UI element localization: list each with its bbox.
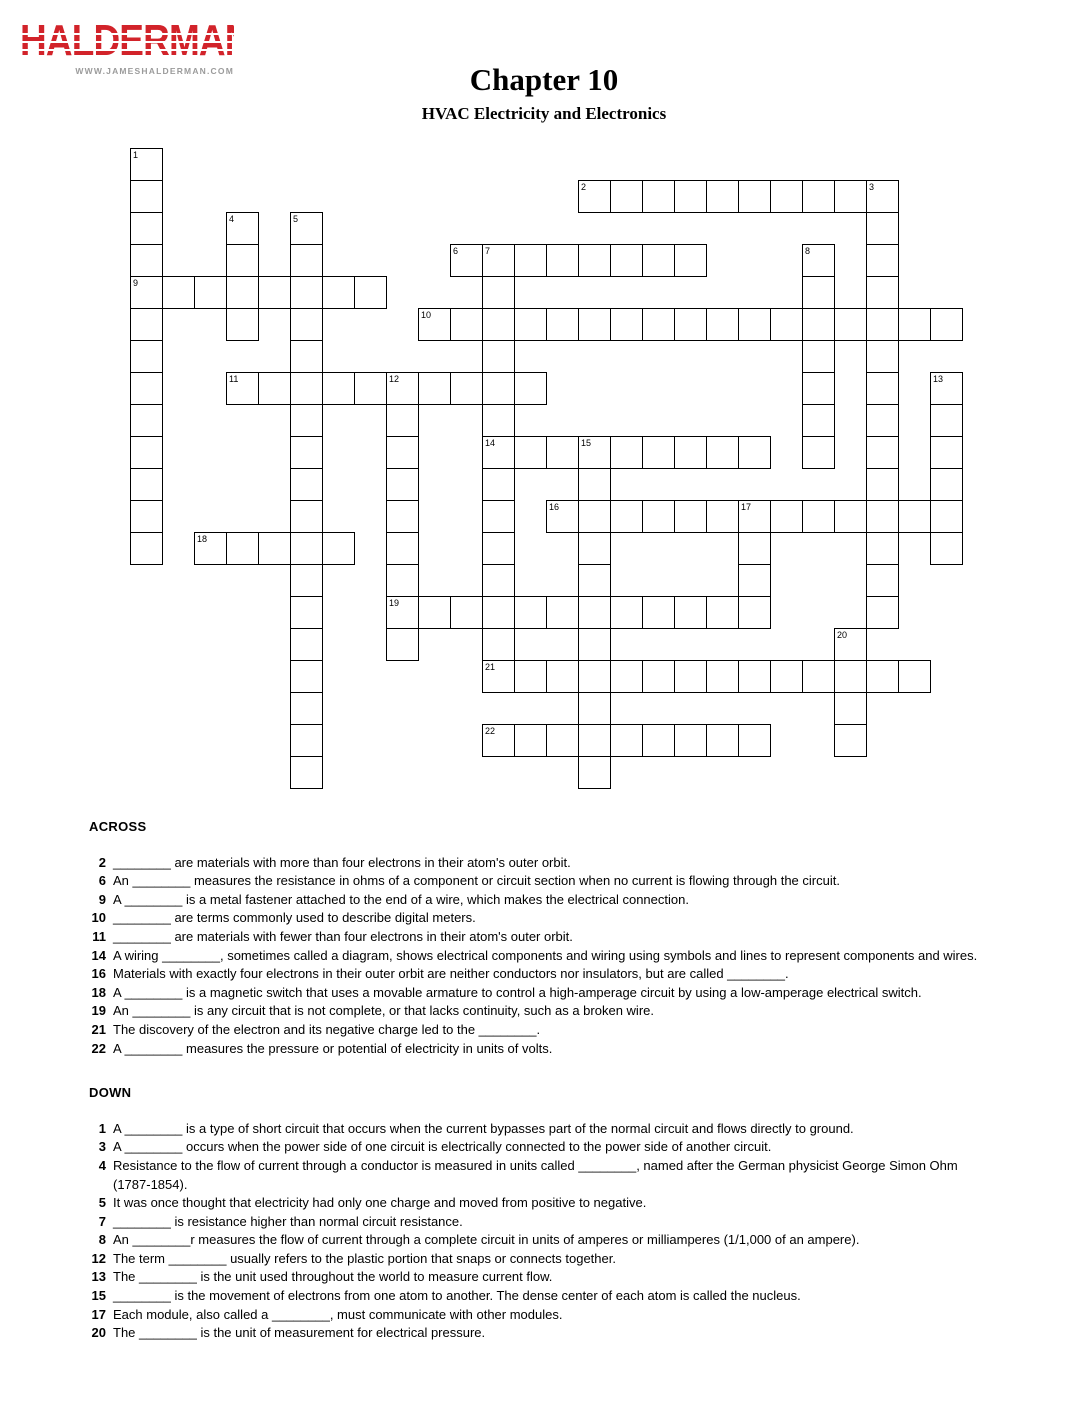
clue-text: The ________ is the unit used throughout the world to measure current flow. — [113, 1269, 553, 1285]
cell-number: 15 — [581, 438, 592, 448]
clue-number: 8 — [98, 1232, 106, 1248]
grid-cell — [674, 724, 707, 757]
grid-cell — [514, 436, 547, 469]
grid-cell — [578, 724, 611, 757]
grid-cell — [866, 308, 899, 341]
grid-cell — [514, 596, 547, 629]
grid-cell — [866, 244, 899, 277]
grid-cell — [578, 468, 611, 501]
clue-down-4 — [89, 1157, 987, 1194]
clue-text: ________ is resistance higher than normal circuit resistance. — [113, 1213, 463, 1229]
grid-cell — [450, 596, 483, 629]
clue-text: ________ are materials with fewer than four electrons in their atom's outer orbit. — [113, 928, 573, 944]
grid-cell — [610, 500, 643, 533]
clues-area — [89, 818, 987, 1343]
clue-across-19 — [89, 1002, 987, 1021]
clue-number: 1 — [98, 1120, 106, 1136]
grid-cell — [770, 308, 803, 341]
clue-number: 13 — [91, 1269, 106, 1285]
grid-cell — [130, 148, 163, 181]
grid-cell — [738, 564, 771, 597]
clue-text: ________ is the movement of electrons from one atom to another. The dense center of each atom is called the nucleus. — [113, 1288, 801, 1304]
grid-cell — [706, 596, 739, 629]
clue-number: 20 — [91, 1325, 106, 1341]
grid-cell — [482, 500, 515, 533]
grid-cell — [578, 596, 611, 629]
clue-number: 5 — [98, 1195, 106, 1211]
grid-cell — [130, 500, 163, 533]
grid-cell — [642, 436, 675, 469]
grid-cell — [930, 404, 963, 437]
grid-cell — [610, 660, 643, 693]
grid-cell — [482, 596, 515, 629]
clue-text: The term ________ usually refers to the plastic portion that snaps or connects together. — [113, 1250, 616, 1266]
cell-number: 17 — [741, 502, 752, 512]
across-clue-list — [89, 854, 987, 1059]
grid-cell — [578, 660, 611, 693]
grid-cell — [706, 724, 739, 757]
grid-cell — [610, 244, 643, 277]
grid-cell — [642, 500, 675, 533]
logo-stripe — [20, 41, 234, 43]
grid-cell — [514, 308, 547, 341]
grid-cell — [322, 276, 355, 309]
clue-text: Materials with exactly four electrons in their outer orbit are neither conductors nor insulators, but are called ________. — [113, 966, 789, 982]
grid-cell — [386, 532, 419, 565]
grid-cell — [290, 244, 323, 277]
grid-cell — [578, 180, 611, 213]
cell-number: 2 — [581, 182, 587, 192]
grid-cell — [578, 692, 611, 725]
grid-cell — [226, 276, 259, 309]
cell-number: 14 — [485, 438, 496, 448]
grid-cell — [386, 404, 419, 437]
grid-cell — [642, 180, 675, 213]
clue-number: 12 — [91, 1250, 106, 1266]
grid-cell — [578, 532, 611, 565]
grid-cell — [610, 180, 643, 213]
grid-cell — [802, 436, 835, 469]
grid-cell — [802, 372, 835, 405]
clue-text: Each module, also called a ________, must communicate with other modules. — [113, 1306, 563, 1322]
grid-cell — [290, 468, 323, 501]
grid-cell — [290, 404, 323, 437]
grid-cell — [674, 244, 707, 277]
cell-number: 21 — [485, 662, 496, 672]
cell-number: 19 — [389, 598, 400, 608]
logo-wordmark — [20, 20, 234, 64]
grid-cell — [226, 308, 259, 341]
grid-cell — [514, 372, 547, 405]
grid-cell — [930, 308, 963, 341]
grid-cell — [546, 500, 579, 533]
grid-cell — [514, 660, 547, 693]
grid-cell — [290, 628, 323, 661]
cell-number: 8 — [805, 246, 811, 256]
grid-cell — [802, 404, 835, 437]
cell-number: 18 — [197, 534, 208, 544]
grid-cell — [802, 244, 835, 277]
grid-cell — [482, 244, 515, 277]
grid-cell — [802, 276, 835, 309]
clue-number: 9 — [98, 891, 106, 907]
grid-cell — [194, 532, 227, 565]
clue-text: A ________ is a metal fastener attached to the end of a wire, which makes the electrical connection. — [113, 891, 689, 907]
down-clue-list — [89, 1120, 987, 1343]
grid-cell — [386, 628, 419, 661]
grid-cell — [130, 532, 163, 565]
clue-text: Resistance to the flow of current through a conductor is measured in units called ________, named after the German physicist George Simon Ohm (1787-1854). — [113, 1157, 958, 1192]
grid-cell — [802, 660, 835, 693]
cell-number: 4 — [229, 214, 235, 224]
cell-number: 16 — [549, 502, 560, 512]
grid-cell — [130, 404, 163, 437]
grid-cell — [802, 180, 835, 213]
grid-cell — [578, 244, 611, 277]
grid-cell — [290, 692, 323, 725]
cell-number: 9 — [133, 278, 139, 288]
grid-cell — [290, 532, 323, 565]
grid-cell — [162, 276, 195, 309]
grid-cell — [706, 436, 739, 469]
down-section — [89, 1084, 987, 1343]
cell-number: 1 — [133, 150, 139, 160]
grid-cell — [834, 628, 867, 661]
grid-cell — [290, 212, 323, 245]
grid-cell — [866, 500, 899, 533]
clue-text: A ________ measures the pressure or potential of electricity in units of volts. — [113, 1040, 553, 1056]
grid-cell — [482, 724, 515, 757]
grid-cell — [866, 564, 899, 597]
grid-cell — [290, 756, 323, 789]
cell-number: 6 — [453, 246, 459, 256]
grid-cell — [226, 212, 259, 245]
grid-cell — [642, 660, 675, 693]
grid-cell — [866, 340, 899, 373]
grid-cell — [834, 180, 867, 213]
grid-cell — [130, 468, 163, 501]
clue-number: 15 — [91, 1288, 106, 1304]
grid-cell — [258, 276, 291, 309]
cell-number: 7 — [485, 246, 491, 256]
grid-cell — [482, 660, 515, 693]
grid-cell — [130, 212, 163, 245]
grid-cell — [482, 436, 515, 469]
logo-website-url: WWW.JAMESHALDERMAN.COM — [75, 66, 234, 76]
clue-across-16 — [89, 965, 987, 984]
grid-cell — [866, 468, 899, 501]
clue-down-5 — [89, 1194, 987, 1213]
grid-cell — [194, 276, 227, 309]
grid-cell — [706, 308, 739, 341]
grid-cell — [130, 180, 163, 213]
cell-number: 13 — [933, 374, 944, 384]
grid-cell — [866, 404, 899, 437]
clue-number: 7 — [98, 1213, 106, 1229]
grid-cell — [674, 500, 707, 533]
grid-cell — [578, 756, 611, 789]
clue-number: 16 — [91, 966, 106, 982]
grid-cell — [290, 436, 323, 469]
grid-cell — [290, 308, 323, 341]
clue-down-17 — [89, 1306, 987, 1325]
grid-cell — [866, 372, 899, 405]
grid-cell — [610, 308, 643, 341]
grid-cell — [738, 660, 771, 693]
grid-cell — [354, 372, 387, 405]
grid-cell — [290, 660, 323, 693]
grid-cell — [674, 180, 707, 213]
grid-cell — [130, 340, 163, 373]
grid-cell — [642, 244, 675, 277]
clue-down-13 — [89, 1268, 987, 1287]
clue-across-11 — [89, 928, 987, 947]
grid-cell — [514, 244, 547, 277]
grid-cell — [130, 276, 163, 309]
clue-number: 11 — [92, 928, 106, 944]
grid-cell — [642, 308, 675, 341]
grid-cell — [386, 436, 419, 469]
grid-cell — [290, 500, 323, 533]
grid-cell — [514, 724, 547, 757]
grid-cell — [546, 244, 579, 277]
grid-cell — [322, 372, 355, 405]
grid-cell — [482, 564, 515, 597]
grid-cell — [290, 596, 323, 629]
clue-across-2 — [89, 854, 987, 873]
grid-cell — [546, 308, 579, 341]
grid-cell — [482, 308, 515, 341]
grid-cell — [482, 532, 515, 565]
grid-cell — [258, 372, 291, 405]
grid-cell — [546, 724, 579, 757]
clue-text: ________ are materials with more than four electrons in their atom's outer orbit. — [113, 854, 571, 870]
grid-cell — [322, 532, 355, 565]
grid-cell — [482, 468, 515, 501]
grid-cell — [866, 180, 899, 213]
grid-cell — [674, 660, 707, 693]
clue-down-20 — [89, 1324, 987, 1343]
grid-cell — [802, 500, 835, 533]
grid-cell — [674, 436, 707, 469]
grid-cell — [226, 372, 259, 405]
grid-cell — [386, 596, 419, 629]
clue-number: 18 — [91, 984, 106, 1000]
page-subtitle: HVAC Electricity and Electronics — [421, 104, 667, 123]
cell-number: 20 — [837, 630, 848, 640]
grid-cell — [610, 724, 643, 757]
clue-down-15 — [89, 1287, 987, 1306]
clue-text: The discovery of the electron and its negative charge led to the ________. — [113, 1021, 541, 1037]
grid-cell — [738, 532, 771, 565]
grid-cell — [866, 596, 899, 629]
grid-cell — [578, 628, 611, 661]
down-heading: DOWN — [89, 1085, 132, 1101]
grid-cell — [546, 596, 579, 629]
clue-number: 3 — [98, 1139, 106, 1155]
grid-cell — [290, 276, 323, 309]
grid-cell — [450, 244, 483, 277]
grid-cell — [482, 404, 515, 437]
grid-cell — [290, 564, 323, 597]
grid-cell — [706, 660, 739, 693]
clue-across-21 — [89, 1021, 987, 1040]
clue-across-6 — [89, 872, 987, 891]
grid-cell — [290, 724, 323, 757]
grid-cell — [482, 340, 515, 373]
grid-cell — [770, 500, 803, 533]
grid-cell — [290, 372, 323, 405]
clue-across-10 — [89, 909, 987, 928]
logo-stripe — [20, 33, 234, 35]
clue-across-14 — [89, 947, 987, 966]
grid-cell — [802, 308, 835, 341]
grid-cell — [258, 532, 291, 565]
grid-cell — [866, 276, 899, 309]
grid-cell — [610, 436, 643, 469]
grid-cell — [834, 308, 867, 341]
cell-number: 22 — [485, 726, 496, 736]
clue-down-1 — [89, 1120, 987, 1139]
grid-cell — [866, 436, 899, 469]
grid-cell — [482, 628, 515, 661]
cell-number: 10 — [421, 310, 432, 320]
cell-number: 12 — [389, 374, 400, 384]
cell-number: 11 — [229, 374, 239, 384]
grid-cell — [578, 500, 611, 533]
grid-cell — [642, 724, 675, 757]
clue-down-12 — [89, 1250, 987, 1269]
grid-cell — [738, 500, 771, 533]
clue-number: 4 — [98, 1157, 106, 1173]
clue-down-3 — [89, 1138, 987, 1157]
grid-cell — [802, 340, 835, 373]
grid-cell — [354, 276, 387, 309]
page-title: Chapter 10 — [469, 62, 619, 97]
grid-cell — [706, 500, 739, 533]
grid-cell — [930, 372, 963, 405]
grid-cell — [482, 276, 515, 309]
clue-text: A ________ occurs when the power side of one circuit is electrically connected to the power side of another circuit. — [113, 1139, 772, 1155]
across-section — [89, 818, 987, 1058]
grid-cell — [898, 500, 931, 533]
grid-cell — [450, 372, 483, 405]
grid-cell — [738, 724, 771, 757]
clue-text: An ________ is any circuit that is not complete, or that lacks continuity, such as a broken wire. — [113, 1003, 654, 1019]
grid-cell — [770, 180, 803, 213]
grid-cell — [866, 212, 899, 245]
grid-cell — [226, 532, 259, 565]
clue-text: An ________ measures the resistance in ohms of a component or circuit section when no current is flowing through the circuit. — [113, 873, 840, 889]
grid-cell — [834, 724, 867, 757]
clue-text: ________ are terms commonly used to describe digital meters. — [113, 910, 476, 926]
clue-number: 22 — [91, 1040, 106, 1056]
grid-cell — [130, 372, 163, 405]
grid-cell — [834, 500, 867, 533]
clue-text: A wiring ________, sometimes called a diagram, shows electrical components and wiring using symbols and lines to represent components and wires. — [113, 947, 978, 963]
grid-cell — [770, 660, 803, 693]
grid-cell — [130, 244, 163, 277]
logo-stripe — [20, 49, 234, 51]
crossword-grid — [130, 148, 963, 789]
grid-cell — [866, 660, 899, 693]
grid-cell — [578, 436, 611, 469]
grid-cell — [418, 308, 451, 341]
grid-cell — [930, 532, 963, 565]
grid-cell — [930, 436, 963, 469]
clue-number: 17 — [91, 1306, 106, 1322]
grid-cell — [130, 308, 163, 341]
clue-across-9 — [89, 891, 987, 910]
grid-cell — [674, 596, 707, 629]
clue-across-18 — [89, 984, 987, 1003]
grid-cell — [130, 436, 163, 469]
grid-cell — [866, 532, 899, 565]
grid-cell — [386, 372, 419, 405]
grid-cell — [546, 436, 579, 469]
cell-number: 3 — [869, 182, 875, 192]
grid-cell — [930, 468, 963, 501]
cell-number: 5 — [293, 214, 299, 224]
grid-cell — [738, 596, 771, 629]
clue-text: It was once thought that electricity had only one charge and moved from positive to negative. — [113, 1195, 647, 1211]
grid-cell — [898, 660, 931, 693]
across-heading: ACROSS — [89, 819, 147, 834]
clue-down-7 — [89, 1213, 987, 1232]
grid-cell — [546, 660, 579, 693]
grid-cell — [450, 308, 483, 341]
clue-number: 14 — [91, 947, 106, 963]
clue-text: A ________ is a type of short circuit that occurs when the current bypasses part of the normal circuit and flows directly to ground. — [113, 1120, 854, 1136]
grid-cell — [738, 436, 771, 469]
grid-cell — [930, 500, 963, 533]
grid-cell — [226, 244, 259, 277]
grid-cell — [834, 692, 867, 725]
grid-cell — [290, 340, 323, 373]
clue-across-22 — [89, 1040, 987, 1059]
grid-cell — [642, 596, 675, 629]
clue-text: The ________ is the unit of measurement for electrical pressure. — [113, 1325, 486, 1341]
grid-cell — [738, 180, 771, 213]
grid-cell — [610, 596, 643, 629]
grid-cell — [418, 372, 451, 405]
grid-cell — [386, 500, 419, 533]
grid-cell — [578, 308, 611, 341]
clue-text: An ________r measures the flow of current through a complete circuit in units of amperes or milliamperes (1/1,000 of an ampere). — [113, 1232, 860, 1248]
grid-cell — [418, 596, 451, 629]
clue-number: 21 — [91, 1021, 106, 1037]
grid-cell — [674, 308, 707, 341]
grid-cell — [706, 180, 739, 213]
clue-number: 6 — [98, 873, 106, 889]
grid-cell — [834, 660, 867, 693]
grid-cell — [482, 372, 515, 405]
clue-text: A ________ is a magnetic switch that uses a movable armature to control a high-amperage circuit by using a low-amperage electrical switch. — [113, 984, 922, 1000]
grid-cell — [386, 564, 419, 597]
grid-cell — [578, 564, 611, 597]
clue-number: 10 — [91, 910, 106, 926]
grid-cell — [738, 308, 771, 341]
clue-number: 19 — [91, 1003, 106, 1019]
grid-cell — [898, 308, 931, 341]
clue-number: 2 — [98, 854, 106, 870]
grid-cell — [386, 468, 419, 501]
clue-down-8 — [89, 1231, 987, 1250]
